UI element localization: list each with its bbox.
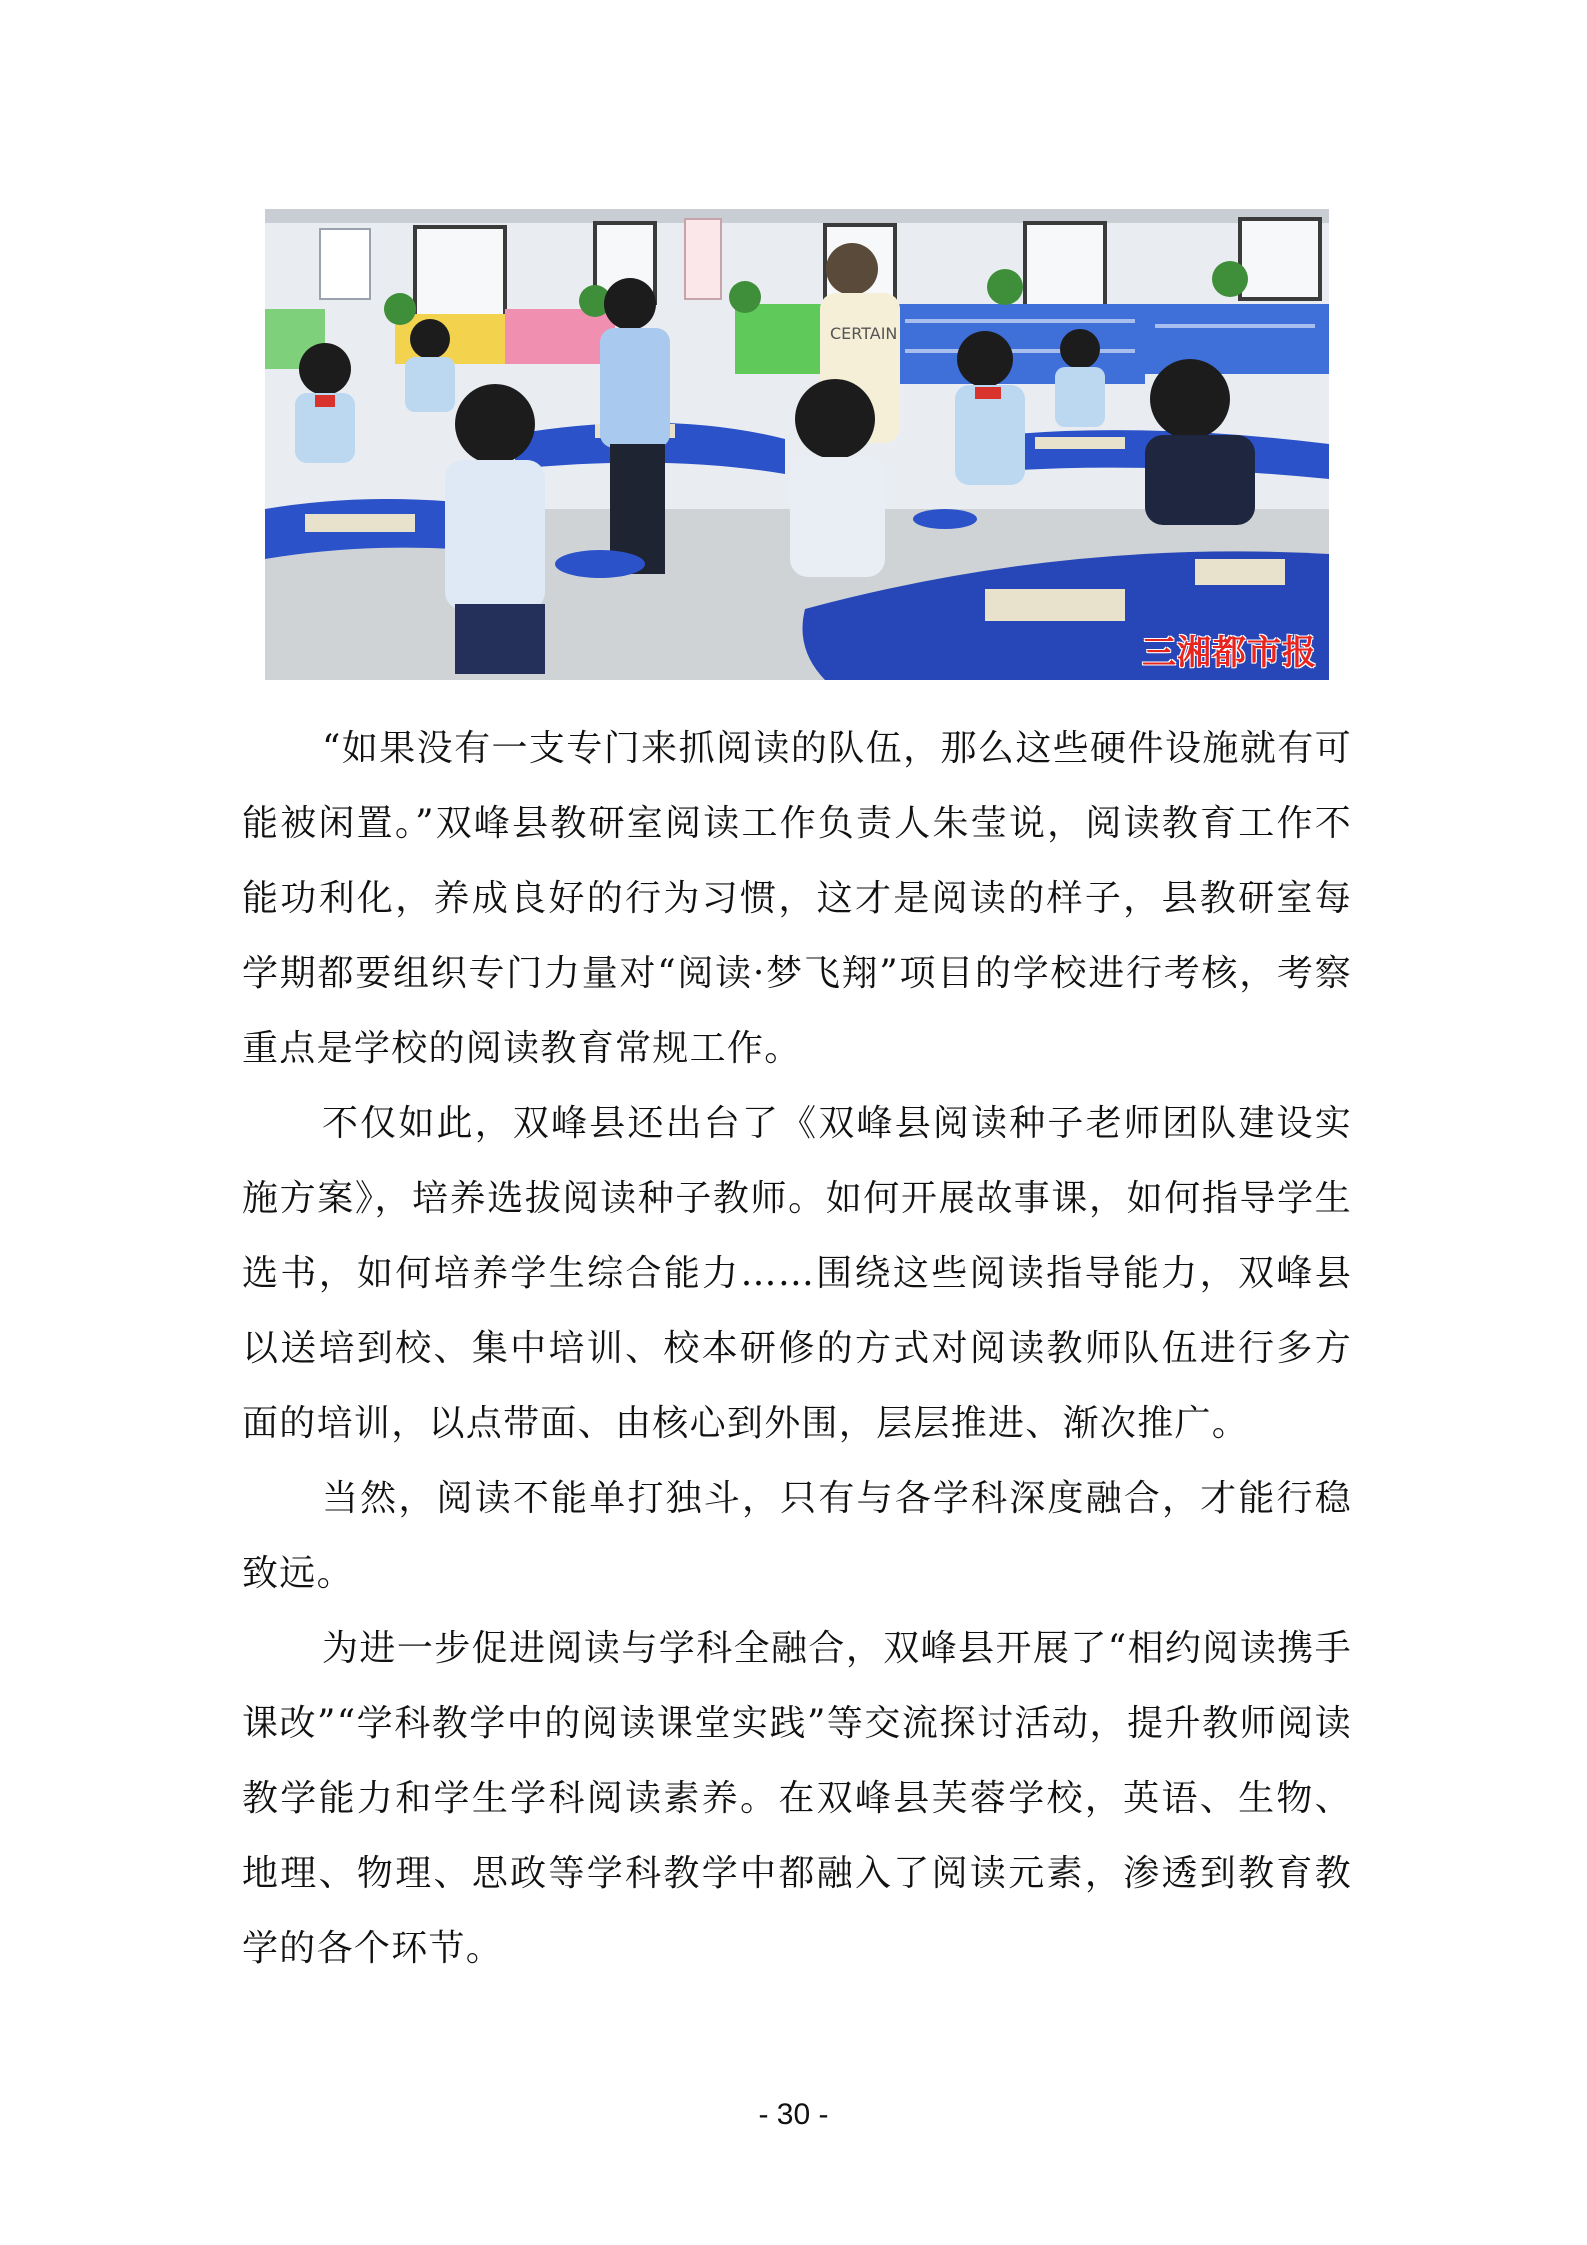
- paragraph: 为进一步促进阅读与学科全融合，双峰县开展了“相约阅读携手课改”“学科教学中的阅读课堂实践”等交流探讨活动，提升教师阅读教学能力和学生学科阅读素养。在双峰县芙蓉学校，英语、生物、地理、物理、思政等学科教学中都融入了阅读元素，渗透到教育教学的各个环节。: [242, 1628, 1352, 1969]
- paragraph: “如果没有一支专门来抓阅读的队伍，那么这些硬件设施就有可能被闲置。”双峰县教研室阅读工作负责人朱莹说，阅读教育工作不能功利化，养成良好的行为习惯，这才是阅读的样子，县教研室每学期都要组织专门力量对“阅读·梦飞翔”项目的学校进行考核，考察重点是学校的阅读教育常规工作。: [242, 728, 1352, 1069]
- svg-text:CERTAIN: CERTAIN: [830, 324, 898, 343]
- page-number: - 30 -: [758, 2098, 829, 2131]
- article-body: [242, 711, 1352, 1986]
- photo-watermark: 三湘都市报: [1142, 633, 1317, 673]
- classroom-photo-icon: [265, 209, 1329, 680]
- paragraph: 不仅如此，双峰县还出台了《双峰县阅读种子老师团队建设实施方案》，培养选拔阅读种子教师。如何开展故事课，如何指导学生选书，如何培养学生综合能力……围绕这些阅读指导能力，双峰县以送培到校、集中培训、校本研修的方式对阅读教师队伍进行多方面的培训，以点带面、由核心到外围，层层推进、渐次推广。: [242, 1103, 1352, 1444]
- paragraph: 当然，阅读不能单打独斗，只有与各学科深度融合，才能行稳致远。: [242, 1478, 1352, 1594]
- classroom-photo: [265, 209, 1329, 680]
